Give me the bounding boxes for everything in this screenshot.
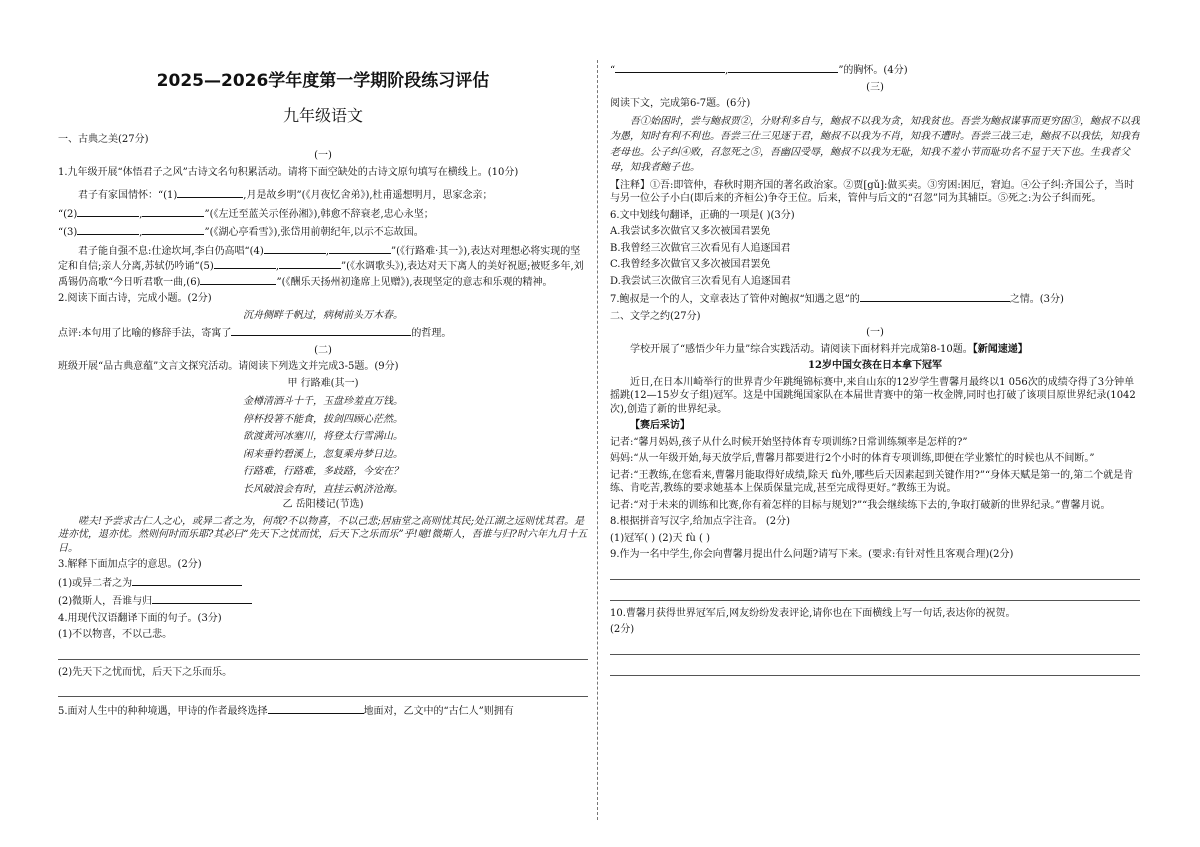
answer-blank[interactable]: [177, 187, 243, 198]
interview-line: 记者:“对于未来的训练和比赛,你有着怎样的目标与规划?”“我会继续练下去的,争取打破新的世界纪录。”曹馨月说。: [610, 499, 1111, 511]
poem-body: [58, 393, 588, 498]
question-8: 8.根据拼音写汉字,给加点字注音。 (2分): [610, 516, 791, 527]
question-7: 7.鲍叔是一个的人，文章表达了管仲对鲍叔“知遇之恩”的 之情。(3分): [610, 291, 1140, 307]
answer-blank[interactable]: [132, 575, 242, 586]
part-heading: (二): [314, 344, 332, 356]
answer-blank[interactable]: [142, 224, 204, 235]
section-heading: 一、古典之美(27分): [58, 133, 149, 145]
q3-item-1: (1)或异二者之为: [58, 575, 588, 591]
left-column: [58, 0, 588, 847]
poem-line: 金樽清酒斗十千，玉盘珍羞直万钱。: [243, 396, 403, 408]
answer-blank[interactable]: [728, 62, 838, 73]
q1-line-1: 君子有家国情怀：“(1) ,月是故乡明”(《月夜忆舍弟》),杜甫遥想明月，思家念亲；: [58, 187, 588, 203]
exam-title: 2025—2026学年度第一学期阶段练习评估: [156, 71, 490, 91]
q5-continued: “ , ”的胸怀。(4分): [610, 62, 1140, 78]
answer-blank[interactable]: [329, 243, 391, 254]
answer-blank[interactable]: [77, 206, 139, 217]
part3-intro: 阅读下文，完成第6-7题。(6分): [610, 98, 751, 109]
news-body: 近日,在日本川崎举行的世界青少年跳绳锦标赛中,来自山东的12岁学生曹馨月最终以1 056次的成绩夺得了3分钟单摇跳(12—15岁女子组)冠军。这是中国跳绳国家队在本届世青赛中的第一枚金牌,同时也打破了该项目原世界纪录(1042次),创造了新的世界纪录。: [610, 376, 1136, 415]
question-10: 10.曹馨月获得世界冠军后,网友纷纷发表评论,请你也在下面横线上写一句话,表达你的祝贺。: [610, 607, 1016, 619]
q3-item-2: (2)微斯人，吾谁与归: [58, 593, 588, 609]
answer-line[interactable]: [610, 661, 1140, 676]
poem-title: 甲 行路难(其一): [287, 377, 359, 389]
prose-body: 嗟夫!予尝求古仁人之心，或异二者之为，何哉?不以物喜，不以己悲;居庙堂之高则忧其民;处江湖之远则忧其君。是进亦忧，退亦忧。然则何时而乐耶?其必曰“先天下之忧而忧，后天下之乐而乐”乎!噫!微斯人，吾谁与归?时六年九月十五日。: [58, 515, 587, 554]
question-2: 2.阅读下面古诗，完成小题。(2分): [58, 293, 212, 305]
question-1: 1.九年级开展“体悟君子之风”古诗文名句积累活动。请将下面空缺处的古诗文原句填写在横线上。(10分): [58, 166, 519, 178]
question-5: 5.面对人生中的种种境遇，甲诗的作者最终选择 地面对，乙文中的“古仁人”则拥有: [58, 703, 588, 719]
answer-line[interactable]: [58, 645, 588, 660]
answer-blank[interactable]: [264, 243, 326, 254]
column-divider: [597, 60, 598, 820]
question-4: 4.用现代汉语翻译下面的句子。(3分): [58, 612, 222, 624]
answer-blank[interactable]: [142, 206, 204, 217]
part2-intro: 班级开展“品古典意蕴”文言文探究活动。请阅读下列选文并完成3-5题。(9分): [58, 361, 399, 373]
q4-item-1: (1)不以物喜，不以己悲。: [58, 629, 173, 641]
q6-option-d[interactable]: D.我尝试三次做官三次看见有人追逐国君: [610, 275, 791, 287]
question-6: 6.文中划线句翻译，正确的一项是( )(3分): [610, 209, 795, 221]
poem-line: 闲来垂钓碧溪上，忽复乘舟梦日边。: [243, 448, 403, 460]
poem-line: 欲渡黄河冰塞川，将登太行雪满山。: [243, 431, 403, 443]
q8-items[interactable]: (1)冠军( ) (2)天 fù ( ): [610, 532, 710, 544]
prose-title: 乙 岳阳楼记(节选): [282, 499, 364, 511]
annotation-note: 【注释】①吾:即管仲，春秋时期齐国的著名政治家。②贾[gǔ]:做买卖。③穷困:困厄，窘迫。④公子纠:齐国公子，当时与另一位公子小白(即后来的齐桓公)争夺王位。后来，管仲与后文的“召忽”同为其辅臣。⑤死之:为公子纠而死。: [610, 179, 1135, 204]
q10-score: (2分): [610, 624, 635, 635]
answer-blank[interactable]: [268, 703, 364, 714]
answer-line[interactable]: [610, 586, 1140, 601]
q2-comment: 点评:本句用了比喻的修辞手法，寄寓了 的哲理。: [58, 325, 588, 341]
interview-line: 妈妈:“从一年级开始,每天放学后,曹馨月都要进行2个小时的体育专项训练,即便在学业繁忙的时候也从不间断。”: [610, 453, 1095, 464]
part-heading: (三): [866, 81, 884, 93]
answer-blank[interactable]: [152, 593, 252, 604]
interview-tag: 【赛后采访】: [630, 420, 690, 431]
part-heading: (一): [314, 150, 332, 162]
answer-line[interactable]: [610, 640, 1140, 655]
interview-line: 记者:“馨月妈妈,孩子从什么时候开始坚持体育专项训练?日常训练频率是怎样的?”: [610, 436, 968, 448]
classical-passage: 吾①始困时，尝与鲍叔贾②，分财利多自与，鲍叔不以我为贪，知我贫也。吾尝为鲍叔谋事而更穷困③，鲍叔不以我为愚，知时有利不利也。吾尝三仕三见逐于君，鲍叔不以我为不肖，知我不遭时。吾尝三战三走，鲍叔不以我怯，知我有老母也。公子纠④败，召忽死之⑤，吾幽囚受辱，鲍叔不以我为无耻，知我不羞小节而耻功名不显于天下也。生我者父母，知我者鲍子也。: [610, 115, 1140, 173]
q6-option-a[interactable]: A.我尝试多次做官又多次被国君罢免: [610, 226, 771, 237]
q6-option-b[interactable]: B.我曾经三次做官三次看见有人追逐国君: [610, 242, 791, 254]
right-column: [610, 0, 1140, 847]
q2-poem: 沉舟侧畔千帆过，病树前头万木春。: [243, 309, 403, 321]
answer-blank[interactable]: [214, 258, 276, 269]
section-heading: 二、文学之约(27分): [610, 310, 701, 322]
q6-option-c[interactable]: C.我曾经多次做官又多次被国君罢免: [610, 259, 771, 270]
answer-blank[interactable]: [200, 274, 276, 285]
answer-blank[interactable]: [860, 291, 1010, 302]
q1-paragraph-2: 君子能自强不息:仕途坎坷,李白仍高唱“(4) , ”(《行路难·其一》),表达对理想必将实现的坚定和自信;亲人分离,苏轼仍吟诵“(5) , ”(《水调歌头》),表达对天下离人的美好祝愿;被贬多年,刘禹锡仍高歌“今日听君歌一曲,(6) ”(《酬乐天扬州初逢席上见赠》),表现坚定的意志和乐观的精神。: [58, 243, 588, 290]
exam-subtitle: 九年级语文: [282, 105, 363, 125]
poem-line: 停杯投箸不能食，拔剑四顾心茫然。: [243, 413, 403, 425]
question-9: 9.作为一名中学生,你会向曹馨月提出什么问题?请写下来。(要求:有针对性且客观合理)(2分): [610, 549, 1014, 560]
part-heading: (一): [866, 327, 884, 338]
answer-line[interactable]: [610, 565, 1140, 580]
poem-line: 长风破浪会有时，直挂云帆济沧海。: [243, 483, 403, 495]
answer-blank[interactable]: [615, 62, 725, 73]
answer-blank[interactable]: [279, 258, 341, 269]
answer-blank[interactable]: [77, 224, 139, 235]
section2-intro: 学校开展了“感悟少年力量”综合实践活动。请阅读下面材料并完成第8-10题。【新闻速递】: [630, 343, 1028, 355]
q1-line-3: “(3) , ”(《湖心亭看雪》),张岱用前朝纪年,以示不忘故国。: [58, 224, 588, 240]
interview-line: 记者:“王教练,在您看来,曹馨月能取得好成绩,除天 fù外,哪些后天因素起到关键作用?”“身体天赋是第一的,第二个就是肯练、肯吃苦,教练的要求她基本上保质保量完成,甚至完成得更好。”教练王为说。: [610, 469, 1134, 494]
question-3: 3.解释下面加点字的意思。(2分): [58, 559, 202, 571]
q4-item-2: (2)先天下之忧而忧，后天下之乐而乐。: [58, 666, 233, 678]
news-title: 12岁中国女孩在日本拿下冠军: [808, 360, 942, 371]
poem-line: 行路难，行路难，多歧路，今安在？: [243, 466, 403, 478]
q1-line-2: “(2) , ”(《左迁至蓝关示侄孙湘》),韩愈不辞衰老,忠心永坚；: [58, 206, 588, 222]
answer-line[interactable]: [58, 682, 588, 697]
answer-blank[interactable]: [231, 325, 411, 336]
